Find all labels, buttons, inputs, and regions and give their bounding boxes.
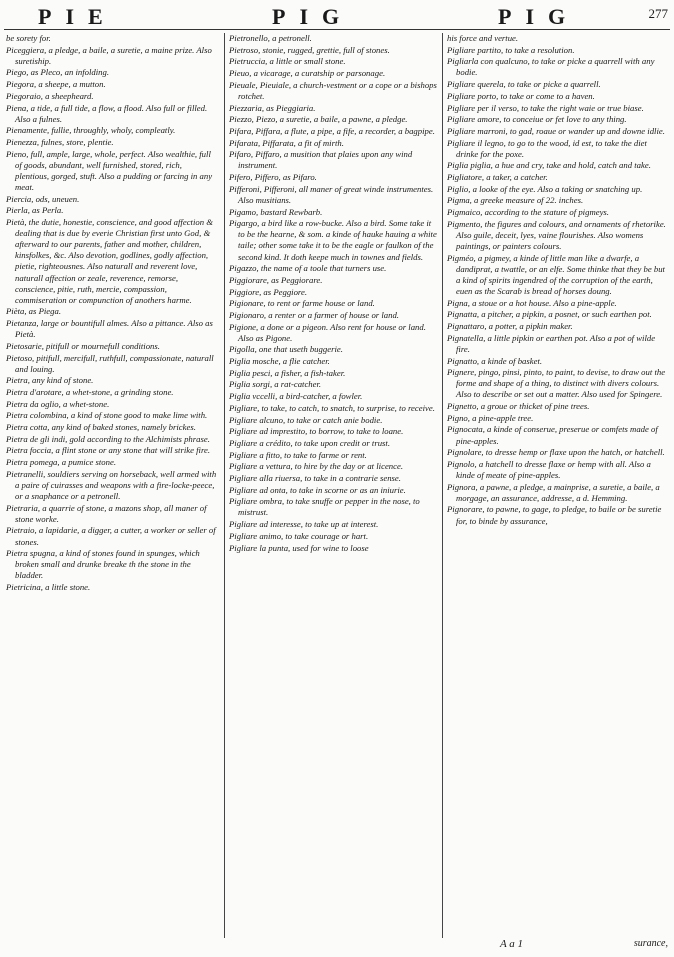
dictionary-entry: Piglia vccelli, a bird-catcher, a fowler.	[229, 391, 363, 402]
dictionary-entry: Pigolla, one that useth buggerie.	[229, 344, 343, 355]
dictionary-entry: Pigliare partito, to take a resolution.	[447, 44, 575, 55]
dictionary-entry: Pigliare ad onta, to take in scorne or as an iniurie.	[229, 484, 406, 495]
column-right	[447, 33, 669, 938]
dictionary-entry: Piglia sorgi, a rat-catcher.	[229, 379, 322, 390]
dictionary-entry: Pigmaico, according to the stature of pigmeys.	[447, 207, 609, 218]
dictionary-entry: Pietra, any kind of stone.	[6, 375, 94, 386]
dictionary-entry: Pignolare, to dresse hemp or flaxe upon the hatch, or hatchell.	[447, 447, 665, 458]
dictionary-entry: Pignattaro, a potter, a pipkin maker.	[447, 321, 573, 332]
dictionary-entry: Piggiore, as Peggiore.	[229, 286, 308, 297]
dictionary-entry: Pigliare alla riuersa, to take in a contrarie sense.	[229, 472, 401, 483]
dictionary-entry: Pigionaro, a renter or a farmer of house or land.	[229, 309, 399, 320]
dictionary-entry: Pignatto, a kinde of basket.	[447, 355, 543, 366]
dictionary-entry: Pietraio, a lapidarie, a digger, a cutter, a worker or seller of stones.	[6, 525, 216, 547]
column-divider-1	[224, 33, 225, 938]
dictionary-entry: Pifarata, Piffarata, a fit of mirth.	[229, 137, 344, 148]
dictionary-entry: Pigliarla con qualcuno, to take or picke a quarrell with any bodie.	[447, 56, 655, 78]
dictionary-entry: Pigliare la punta, used for wine to loose	[229, 542, 369, 553]
dictionary-entry: Pigliare ombra, to take snuffe or pepper in the nose, to mistrust.	[229, 496, 420, 518]
dictionary-entry: Pietronello, a petronell.	[229, 33, 312, 43]
dictionary-entry: Pignora, a pawne, a pledge, a mainprise, a suretie, a baile, a morgage, an assurance, addresse, a d. Hemming.	[447, 481, 660, 503]
dictionary-entry: Pietosarie, pitifull or mournefull conditions.	[6, 340, 160, 351]
dictionary-entry: Pietruccia, a little or small stone.	[229, 56, 346, 67]
dictionary-entry: Pierla, as Perla.	[6, 205, 64, 216]
header-right-word: PIG	[498, 4, 580, 29]
dictionary-entry: Piezzo, Piezo, a suretie, a baile, a pawne, a pledge.	[229, 114, 408, 125]
dictionary-entry: Pieuale, Pieuiale, a church-vestment or a cope or a bishops rotchet.	[229, 79, 437, 101]
catchword: surance,	[633, 938, 668, 949]
dictionary-entry: Pietricina, a little stone.	[6, 582, 91, 593]
dictionary-entry: Piggiorare, as Peggiorare.	[229, 274, 323, 285]
dictionary-entry: Pieno, full, ample, large, whole, perfect. Also wealthie, full of goods, abundant, well furnished, stored, rich, plentious, gorged, stuft. Also a pudding or farcing in any meat.	[6, 148, 213, 192]
dictionary-entry: his force and vertue.	[447, 33, 519, 43]
dictionary-entry: Piego, as Pleco, an infolding.	[6, 67, 110, 78]
dictionary-entry: Pifferoni, Pifferoni, all maner of great winde instrumentes. Also musitians.	[229, 183, 434, 205]
dictionary-entry: Pignatella, a little pipkin or earthen pot. Also a pot of wilde fire.	[447, 332, 656, 354]
dictionary-entry: Pigmento, the figures and colours, and ornaments of rhetorike. Also guile, deceit, lyes, vaine flourishes. Also womens paintings, or painters colours.	[447, 218, 666, 251]
dictionary-entry: Pièta, as Piega.	[6, 306, 62, 317]
dictionary-entry: Pigliare a fitto, to take to farme or rent.	[229, 449, 367, 460]
dictionary-entry: Pietà, the dutie, honestie, conscience, and good affection & dealing that is due by everie Christian first unto God, & afterward to our parents, father and mother, children, kinsfolkes, &c. Also devotion, godlines, godly affection, pietie, righteousnes. Also naturall and reverent love, naturall affection or zeale, reverence, remorse, conscience, pitie, ruth, mercie, compassion, commiseration or compunction of anothers harme.	[6, 217, 213, 305]
dictionary-entry: Pigméo, a pigmey, a kinde of little man like a dwarfe, a dandiprat, a twattle, or an elfe. Some thinke that they be but a kind of spirits ingendred of the corruption of the earth, euen as the Scarab is bread of horses doung.	[447, 252, 665, 296]
dictionary-entry: Pigliare a vettura, to hire by the day or at licence.	[229, 461, 404, 472]
dictionary-entry: Pifaro, Piffaro, a musition that plaies upon any wind instrument.	[229, 149, 413, 171]
dictionary-entry: Pietra da oglio, a whet-stone.	[6, 398, 110, 409]
dictionary-entry: Pietra de gli indi, gold according to the Alchimists phrase.	[6, 433, 210, 444]
dictionary-entry: Pienamente, fullie, throughly, wholy, compleatly.	[6, 125, 176, 136]
dictionary-entry: Piceggiera, a pledge, a baile, a suretie, a maine prize. Also suretiship.	[6, 44, 212, 66]
dictionary-entry: Pigliare porto, to take or come to a haven.	[447, 90, 595, 101]
header-left-word: PIE	[38, 4, 117, 29]
dictionary-entry: Pigno, a pine-apple tree.	[447, 412, 534, 423]
dictionary-entry: Pietroso, stonie, rugged, grettie, full of stones.	[229, 44, 390, 55]
dictionary-entry: Pignocata, a kinde of conserue, preserue or comfets made of pine-apples.	[447, 424, 658, 446]
dictionary-entry: Pietra foccia, a flint stone or any stone that will strike fire.	[6, 445, 211, 456]
dictionary-entry: Pienezza, fulnes, store, plentie.	[6, 137, 114, 147]
dictionary-entry: Pietra d'arotare, a whet-stone, a grinding stone.	[6, 387, 174, 397]
dictionary-entry: Pietranelli, souldiers serving on horseback, well armed with a paire of cuirasses and weapons with a fire-locke-peece, or a snaphance or a petronell.	[6, 468, 217, 501]
column-left	[6, 33, 218, 938]
column-middle	[229, 33, 437, 938]
dictionary-entry: Pietra pomega, a pumice stone.	[6, 457, 117, 468]
dictionary-entry: Pignolo, a hatchell to dresse flaxe or hemp with all. Also a kinde of meate of pine-apples.	[447, 458, 651, 480]
dictionary-entry: Pigliare per il verso, to take the right waie or true biase.	[447, 102, 644, 113]
dictionary-entry: Pigliare alcuno, to take or catch anie bodie.	[229, 414, 383, 425]
dictionary-entry: Pigliare marroni, to gad, roaue or wander up and downe idlie.	[447, 125, 665, 136]
dictionary-entry: Pieuo, a vicarage, a curatship or parsonage.	[229, 68, 386, 79]
dictionary-entry: Pifero, Piffero, as Pifaro.	[229, 172, 317, 183]
dictionary-entry: Pigionare, to rent or farme house or land.	[229, 298, 375, 309]
dictionary-entry: Pigliare il legno, to go to the wood, id est, to take the diet drinke for the poxe.	[447, 137, 647, 159]
dictionary-entry: Piena, a tide, a full tide, a flow, a flood. Also full or filled. Also a fulnes.	[6, 102, 208, 124]
dictionary-entry: Piglia pesci, a fisher, a fish-taker.	[229, 367, 346, 378]
dictionary-entry: Pignere, pingo, pinsi, pinto, to paint, to devise, to draw out the forme and shape of a thing, to distinct with divers colours. Also to describe or set out a matter. Also used for Spingere.	[447, 367, 666, 400]
dictionary-entry: Pigamo, bastard Rewbarb.	[229, 206, 323, 217]
dictionary-entry: Pietoso, pitifull, mercifull, ruthfull, compassionate, naturall and louing.	[6, 352, 214, 374]
dictionary-entry: Pietanza, large or bountifull almes. Also a pittance. Also as Pietà.	[6, 318, 213, 340]
dictionary-entry: Pigliare querela, to take or picke a quarrell.	[447, 79, 601, 90]
dictionary-entry: Pigliare animo, to take courage or hart.	[229, 530, 369, 541]
dictionary-entry: Piegoraio, a sheepheard.	[6, 90, 94, 101]
header-rule	[4, 29, 670, 30]
column-divider-2	[442, 33, 443, 938]
dictionary-entry: Pignatta, a pitcher, a pipkin, a posnet, or such earthen pot.	[447, 309, 652, 320]
dictionary-entry: Pignetto, a groue or thicket of pine trees.	[447, 401, 590, 412]
dictionary-entry: Pigliare ad imprestito, to borrow, to take to loane.	[229, 426, 404, 437]
dictionary-entry: Pigliare amore, to conceiue or fet love to any thing.	[447, 114, 627, 125]
dictionary-entry: Pigargo, a bird like a row-bucke. Also a bird. Some take it to be the hearne, & som. a kinde of hauke hauing a white taile; other some take it to be the eagle or faulkon of the second kind. It doth keepe much in townes and fields.	[229, 218, 437, 262]
dictionary-entry: Pigione, a done or a pigeon. Also rent for house or land. Also as Pigone.	[229, 321, 426, 343]
dictionary-entry: Piezzaria, as Pieggiaria.	[229, 102, 316, 113]
dictionary-entry: Pietra colombina, a kind of stone good to make lime with.	[6, 410, 208, 421]
dictionary-entry: Pifara, Piffara, a flute, a pipe, a fife, a recorder, a bagpipe.	[229, 125, 435, 136]
running-header	[0, 0, 674, 28]
dictionary-entry: Pigliare a crédito, to take upon credit or trust.	[229, 437, 391, 448]
dictionary-entry: Pigliatore, a taker, a catcher.	[447, 172, 548, 183]
dictionary-entry: Pigna, a stoue or a hot house. Also a pine-apple.	[447, 297, 617, 308]
dictionary-entry: Pigliare ad interesse, to take up at interest.	[229, 519, 379, 530]
dictionary-entry: Piglia piglia, a hue and cry, take and hold, catch and take.	[447, 160, 651, 171]
dictionary-entry: Piercia, ods, uneuen.	[6, 193, 80, 204]
dictionary-entry: Pietraria, a quarrie of stone, a mazons shop, all maner of stone worke.	[6, 502, 207, 524]
dictionary-entry: Pigliare, to take, to catch, to snatch, to surprise, to receive.	[229, 402, 435, 413]
signature-mark: A a 1	[500, 938, 524, 950]
dictionary-entry: Piegora, a sheepe, a mutton.	[6, 79, 106, 90]
header-center-word: PIG	[272, 4, 354, 29]
dictionary-entry: Pignorare, to pawne, to gage, to pledge, to baile or be suretie for, to binde by assurance,	[447, 504, 662, 526]
dictionary-entry: Pietra spugna, a kind of stones found in spunges, which broken small and drunke breake th the stone in the bladder.	[6, 548, 200, 581]
dictionary-entry: Pigma, a greeke measure of 22. inches.	[447, 195, 584, 206]
dictionary-entry: Piglia mosche, a flie catcher.	[229, 356, 330, 367]
page-number: 277	[648, 6, 668, 21]
dictionary-entry: be sorety for.	[6, 33, 51, 43]
dictionary-entry: Piglio, a looke of the eye. Also a taking or snatching up.	[447, 183, 643, 194]
dictionary-entry: Pietra cotta, any kind of baked stones, namely brickes.	[6, 422, 196, 433]
dictionary-entry: Pigazzo, the name of a toole that turners use.	[229, 263, 387, 274]
